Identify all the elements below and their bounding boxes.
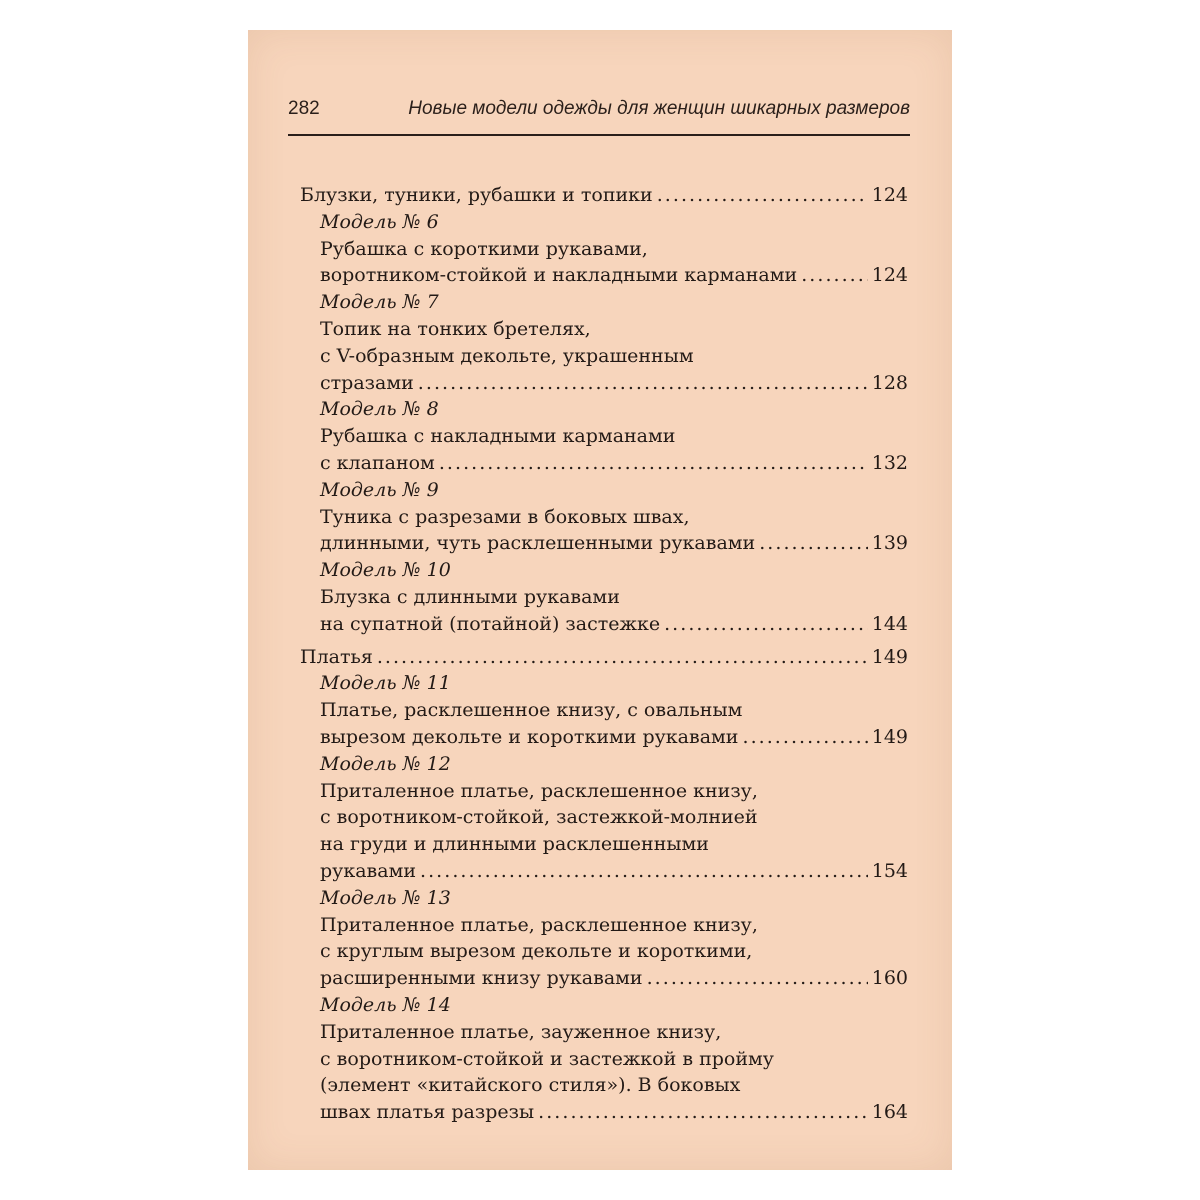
entry-text: с воротником-стойкой и застежкой в пройму bbox=[320, 1047, 774, 1070]
model-description-line bbox=[300, 778, 908, 805]
entry-text: Платья bbox=[300, 645, 373, 668]
model-label-row bbox=[300, 477, 908, 504]
entry-page: 124 bbox=[871, 264, 908, 287]
model-label-row bbox=[300, 209, 908, 236]
leader-dots bbox=[759, 530, 868, 557]
entry-page: 149 bbox=[871, 645, 908, 668]
model-label: Модель № 10 bbox=[320, 559, 451, 582]
model-description-line bbox=[300, 1019, 908, 1046]
header-rule bbox=[288, 134, 910, 136]
model-label: Модель № 6 bbox=[320, 210, 439, 233]
entry-text: швах платья разрезы bbox=[320, 1101, 535, 1124]
model-label: Модель № 9 bbox=[320, 478, 439, 501]
model-label: Модель № 13 bbox=[320, 886, 451, 909]
entry-text: стразами bbox=[320, 371, 414, 394]
model-description-line bbox=[300, 504, 908, 531]
model-label: Модель № 11 bbox=[320, 672, 451, 695]
model-label-row bbox=[300, 885, 908, 912]
entry-page: 144 bbox=[871, 612, 908, 635]
entry-text: воротником-стойкой и накладными карманами bbox=[320, 264, 798, 287]
entry-page: 132 bbox=[871, 451, 908, 474]
section-entry bbox=[300, 644, 908, 671]
entry-page: 164 bbox=[871, 1101, 908, 1124]
model-entry bbox=[300, 450, 908, 477]
entry-page: 154 bbox=[871, 859, 908, 882]
model-entry bbox=[300, 370, 908, 397]
entry-text: Платье, расклешенное книзу, с овальным bbox=[320, 699, 743, 722]
model-description-line bbox=[300, 236, 908, 263]
entry-page: 139 bbox=[871, 532, 908, 555]
model-entry bbox=[300, 530, 908, 557]
entry-text: Приталенное платье, расклешенное книзу, bbox=[320, 913, 758, 936]
leader-dots bbox=[742, 724, 867, 751]
model-label-row bbox=[300, 992, 908, 1019]
leader-dots bbox=[664, 611, 868, 638]
model-entry bbox=[300, 611, 908, 638]
entry-text: Рубашка с короткими рукавами, bbox=[320, 237, 648, 260]
entry-page: 149 bbox=[871, 725, 908, 748]
leader-dots bbox=[377, 644, 868, 671]
entry-text: с V-образным декольте, украшенным bbox=[320, 344, 694, 367]
model-description-line bbox=[300, 912, 908, 939]
model-label-row bbox=[300, 751, 908, 778]
model-entry bbox=[300, 965, 908, 992]
model-description-line bbox=[300, 831, 908, 858]
leader-dots bbox=[420, 858, 868, 885]
leader-dots bbox=[418, 370, 868, 397]
entry-text: Приталенное платье, зауженное книзу, bbox=[320, 1020, 722, 1043]
model-label: Модель № 12 bbox=[320, 752, 451, 775]
entry-text: вырезом декольте и короткими рукавами bbox=[320, 725, 739, 748]
entry-text: на груди и длинными расклешенными bbox=[320, 833, 709, 856]
entry-text: Блузки, туники, рубашки и топики bbox=[300, 184, 653, 206]
model-label-row bbox=[300, 670, 908, 697]
entry-text: Топик на тонких бретелях, bbox=[320, 317, 591, 340]
model-entry bbox=[300, 262, 908, 289]
entry-text: с клапаном bbox=[320, 451, 435, 474]
model-label: Модель № 8 bbox=[320, 398, 439, 421]
model-description-line bbox=[300, 584, 908, 611]
model-description-line bbox=[300, 1072, 908, 1099]
model-description-line bbox=[300, 1046, 908, 1073]
model-label: Модель № 14 bbox=[320, 993, 451, 1016]
running-title: Новые модели одежды для женщин шикарных размеров bbox=[408, 98, 910, 119]
table-of-contents bbox=[300, 182, 908, 1126]
model-entry bbox=[300, 858, 908, 885]
entry-text: на супатной (потайной) застежке bbox=[320, 612, 661, 635]
page-header bbox=[288, 94, 910, 124]
entry-page: 124 bbox=[871, 184, 908, 206]
entry-text: с круглым вырезом декольте и короткими, bbox=[320, 940, 753, 963]
leader-dots bbox=[657, 182, 868, 209]
model-description-line bbox=[300, 804, 908, 831]
model-description-line bbox=[300, 697, 908, 724]
entry-text: Приталенное платье, расклешенное книзу, bbox=[320, 779, 758, 802]
page-number: 282 bbox=[288, 98, 320, 119]
entry-text: рукавами bbox=[320, 859, 417, 882]
model-entry bbox=[300, 1099, 908, 1126]
entry-text: длинными, чуть расклешенными рукавами bbox=[320, 532, 756, 555]
model-description-line bbox=[300, 423, 908, 450]
entry-text: Блузка с длинными рукавами bbox=[320, 585, 620, 608]
entry-text: с воротником-стойкой, застежкой-молнией bbox=[320, 806, 758, 829]
entry-text: расширенными книзу рукавами bbox=[320, 967, 643, 990]
model-label: Модель № 7 bbox=[320, 291, 439, 314]
model-entry bbox=[300, 724, 908, 751]
model-description-line bbox=[300, 343, 908, 370]
entry-text: (элемент «китайского стиля»). В боковых bbox=[320, 1074, 741, 1097]
leader-dots bbox=[801, 262, 868, 289]
entry-text: Рубашка с накладными карманами bbox=[320, 425, 676, 448]
leader-dots bbox=[647, 965, 868, 992]
model-label-row bbox=[300, 396, 908, 423]
entry-text: Туника с разрезами в боковых швах, bbox=[320, 505, 690, 528]
entry-page: 160 bbox=[871, 967, 908, 990]
model-description-line bbox=[300, 316, 908, 343]
model-description-line bbox=[300, 938, 908, 965]
leader-dots bbox=[439, 450, 868, 477]
section-entry bbox=[300, 182, 908, 209]
entry-page: 128 bbox=[871, 371, 908, 394]
model-label-row bbox=[300, 557, 908, 584]
leader-dots bbox=[538, 1099, 868, 1126]
model-label-row bbox=[300, 289, 908, 316]
